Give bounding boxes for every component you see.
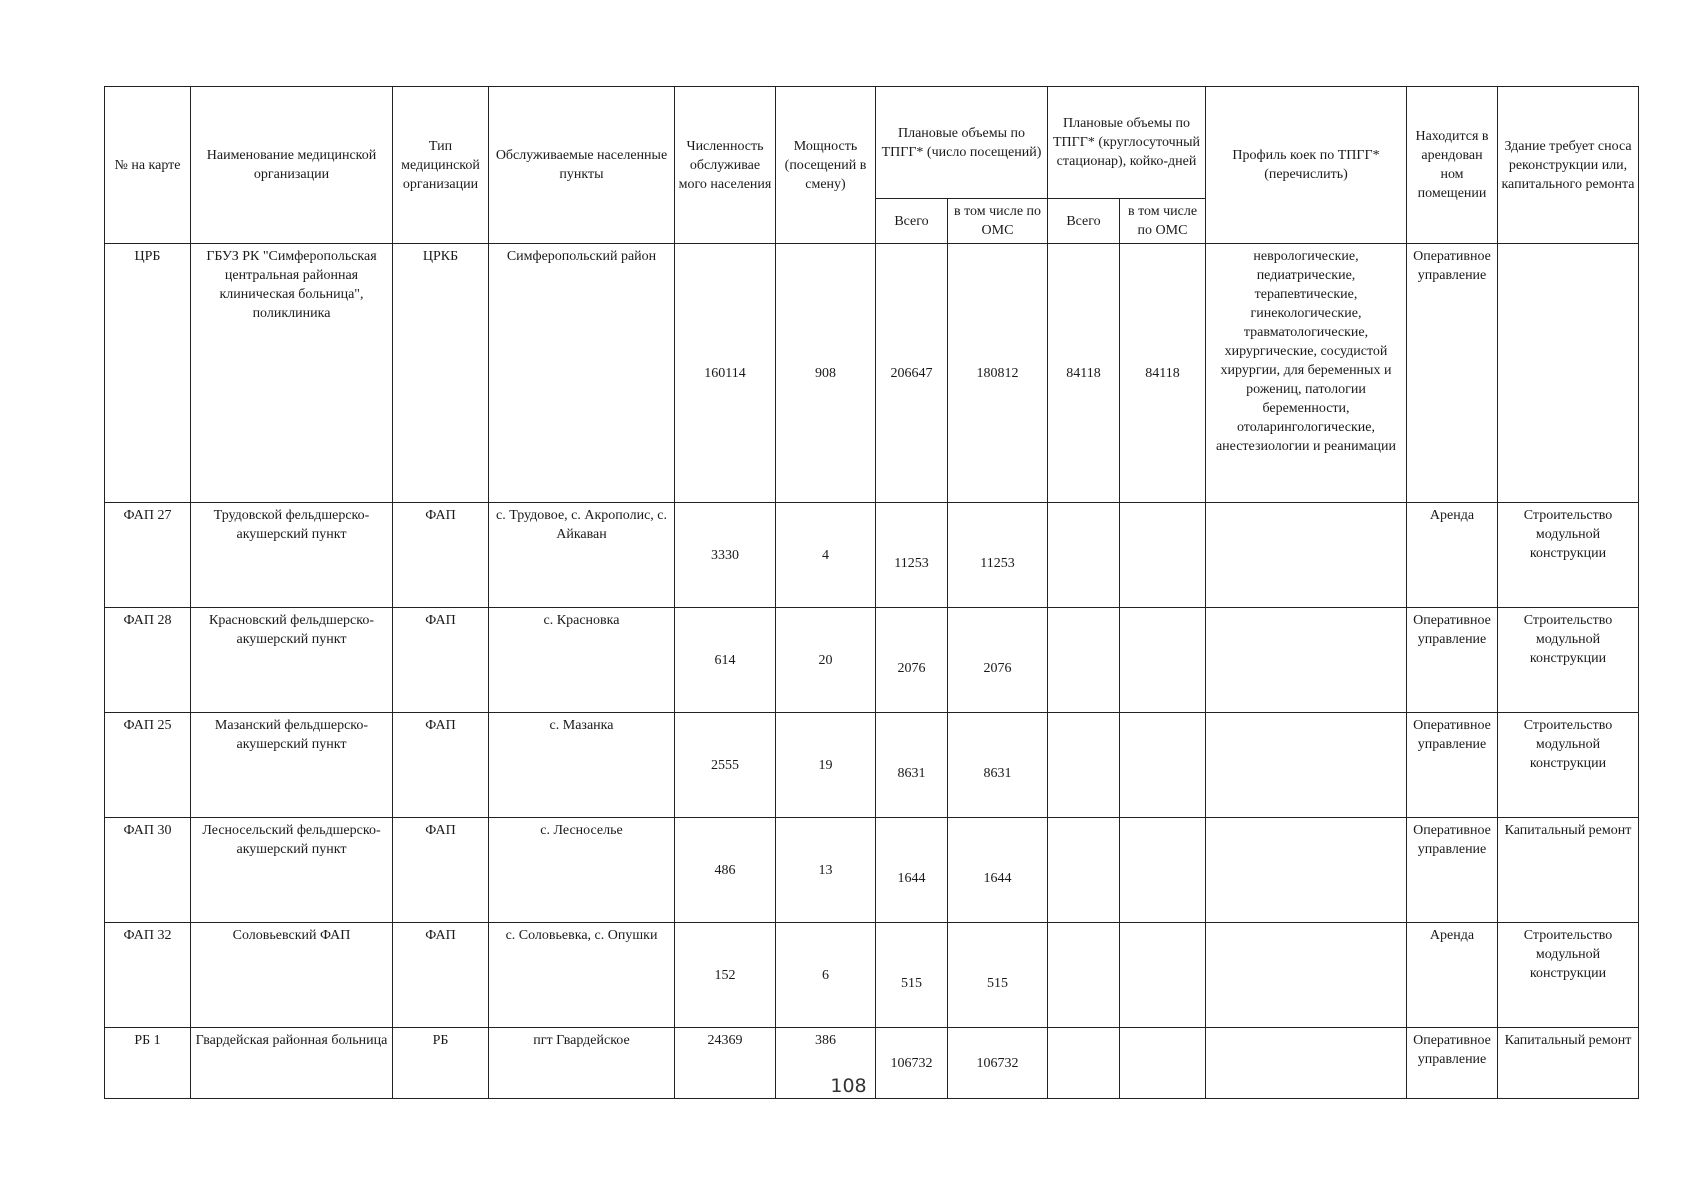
cell-rented: Аренда [1407, 923, 1498, 1028]
cell-bed-profile [1206, 608, 1407, 713]
cell-visits-total: 206647 [876, 244, 948, 503]
cell-visits-oms: 1644 [948, 818, 1048, 923]
cell-visits-oms: 8631 [948, 713, 1048, 818]
cell-bed-profile: неврологические, педиатрические, терапевтические, гинекологические, травматологические, хирургические, сосудистой хирургии, для беременных и рожениц, патологии беременности, отоларингологические, анестезиологии и реанимации [1206, 244, 1407, 503]
header-rented: Находится в арендован ном помещении [1407, 87, 1498, 244]
cell-rented: Оперативное управление [1407, 713, 1498, 818]
header-name: Наименование медицинской организации [191, 87, 393, 244]
cell-rented: Оперативное управление [1407, 818, 1498, 923]
cell-building [1498, 244, 1639, 503]
cell-capacity: 386 [776, 1028, 876, 1099]
cell-building: Капитальный ремонт [1498, 818, 1639, 923]
cell-settlements: с. Лесноселье [489, 818, 675, 923]
table-row [105, 608, 1639, 713]
table-row [105, 713, 1639, 818]
cell-days-total [1048, 818, 1120, 923]
header-building: Здание требует сноса реконструкции или, капитального ремонта [1498, 87, 1639, 244]
table-row [105, 923, 1639, 1028]
cell-capacity: 908 [776, 244, 876, 503]
cell-settlements: пгт Гвардейское [489, 1028, 675, 1099]
cell-days-oms [1120, 923, 1206, 1028]
cell-num: ФАП 30 [105, 818, 191, 923]
cell-visits-total: 106732 [876, 1028, 948, 1099]
cell-name: Лесносельский фельдшерско-акушерский пункт [191, 818, 393, 923]
cell-visits-oms: 11253 [948, 503, 1048, 608]
cell-days-oms: 84118 [1120, 244, 1206, 503]
cell-rented: Оперативное управление [1407, 244, 1498, 503]
cell-type: ФАП [393, 608, 489, 713]
cell-visits-oms: 106732 [948, 1028, 1048, 1099]
cell-days-total: 84118 [1048, 244, 1120, 503]
cell-type: ФАП [393, 818, 489, 923]
cell-type: РБ [393, 1028, 489, 1099]
header-days-oms: в том числе по ОМС [1120, 199, 1206, 244]
cell-bed-profile [1206, 923, 1407, 1028]
cell-visits-oms: 180812 [948, 244, 1048, 503]
cell-name: ГБУЗ РК "Симферопольская центральная районная клиническая больница", поликлиника [191, 244, 393, 503]
header-visits-total: Всего [876, 199, 948, 244]
cell-visits-total: 2076 [876, 608, 948, 713]
cell-num: ЦРБ [105, 244, 191, 503]
cell-days-total [1048, 608, 1120, 713]
cell-building: Строительство модульной конструкции [1498, 608, 1639, 713]
cell-population: 486 [675, 818, 776, 923]
header-num: № на карте [105, 87, 191, 244]
cell-settlements: с. Красновка [489, 608, 675, 713]
cell-population: 2555 [675, 713, 776, 818]
table-row [105, 244, 1639, 503]
cell-visits-oms: 2076 [948, 608, 1048, 713]
cell-capacity: 6 [776, 923, 876, 1028]
cell-population: 24369 [675, 1028, 776, 1099]
cell-days-oms [1120, 713, 1206, 818]
cell-population: 614 [675, 608, 776, 713]
cell-capacity: 4 [776, 503, 876, 608]
header-capacity: Мощность (посещений в смену) [776, 87, 876, 244]
header-days-total: Всего [1048, 199, 1120, 244]
cell-num: ФАП 32 [105, 923, 191, 1028]
cell-days-oms [1120, 503, 1206, 608]
cell-capacity: 13 [776, 818, 876, 923]
cell-building: Строительство модульной конструкции [1498, 713, 1639, 818]
cell-name: Соловьевский ФАП [191, 923, 393, 1028]
cell-settlements: с. Мазанка [489, 713, 675, 818]
cell-days-oms [1120, 818, 1206, 923]
cell-type: ФАП [393, 923, 489, 1028]
cell-visits-oms: 515 [948, 923, 1048, 1028]
table-row [105, 818, 1639, 923]
cell-days-oms [1120, 608, 1206, 713]
table-row [105, 503, 1639, 608]
cell-type: ФАП [393, 713, 489, 818]
cell-visits-total: 515 [876, 923, 948, 1028]
cell-bed-profile [1206, 503, 1407, 608]
cell-name: Трудовской фельдшерско-акушерский пункт [191, 503, 393, 608]
cell-capacity: 19 [776, 713, 876, 818]
medical-organizations-table [104, 86, 1639, 1099]
cell-bed-profile [1206, 818, 1407, 923]
cell-settlements: с. Соловьевка, с. Опушки [489, 923, 675, 1028]
header-population: Численность обслуживае мого населения [675, 87, 776, 244]
cell-num: ФАП 25 [105, 713, 191, 818]
cell-type: ФАП [393, 503, 489, 608]
cell-num: РБ 1 [105, 1028, 191, 1099]
header-bed-profile: Профиль коек по ТПГГ* (перечислить) [1206, 87, 1407, 244]
cell-building: Строительство модульной конструкции [1498, 923, 1639, 1028]
cell-days-total [1048, 503, 1120, 608]
cell-num: ФАП 28 [105, 608, 191, 713]
cell-name: Красновский фельдшерско-акушерский пункт [191, 608, 393, 713]
cell-name: Мазанский фельдшерско-акушерский пункт [191, 713, 393, 818]
header-visits: Плановые объемы по ТПГГ* (число посещений) [876, 87, 1048, 199]
cell-capacity: 20 [776, 608, 876, 713]
cell-population: 3330 [675, 503, 776, 608]
cell-rented: Оперативное управление [1407, 608, 1498, 713]
header-settlements: Обслуживаемые населенные пункты [489, 87, 675, 244]
cell-days-total [1048, 713, 1120, 818]
header-hospital-days: Плановые объемы по ТПГГ* (круглосуточный стационар), койко-дней [1048, 87, 1206, 199]
page-number: 108 [830, 1075, 867, 1097]
cell-num: ФАП 27 [105, 503, 191, 608]
cell-days-total [1048, 923, 1120, 1028]
cell-bed-profile [1206, 713, 1407, 818]
cell-population: 152 [675, 923, 776, 1028]
cell-visits-total: 11253 [876, 503, 948, 608]
header-type: Тип медицинской организации [393, 87, 489, 244]
cell-rented: Оперативное управление [1407, 1028, 1498, 1099]
cell-visits-total: 8631 [876, 713, 948, 818]
cell-type: ЦРКБ [393, 244, 489, 503]
cell-name: Гвардейская районная больница [191, 1028, 393, 1099]
cell-rented: Аренда [1407, 503, 1498, 608]
cell-settlements: с. Трудовое, с. Акрополис, с. Айкаван [489, 503, 675, 608]
cell-population: 160114 [675, 244, 776, 503]
cell-settlements: Симферопольский район [489, 244, 675, 503]
cell-visits-total: 1644 [876, 818, 948, 923]
cell-building: Капитальный ремонт [1498, 1028, 1639, 1099]
header-visits-oms: в том числе по ОМС [948, 199, 1048, 244]
cell-building: Строительство модульной конструкции [1498, 503, 1639, 608]
